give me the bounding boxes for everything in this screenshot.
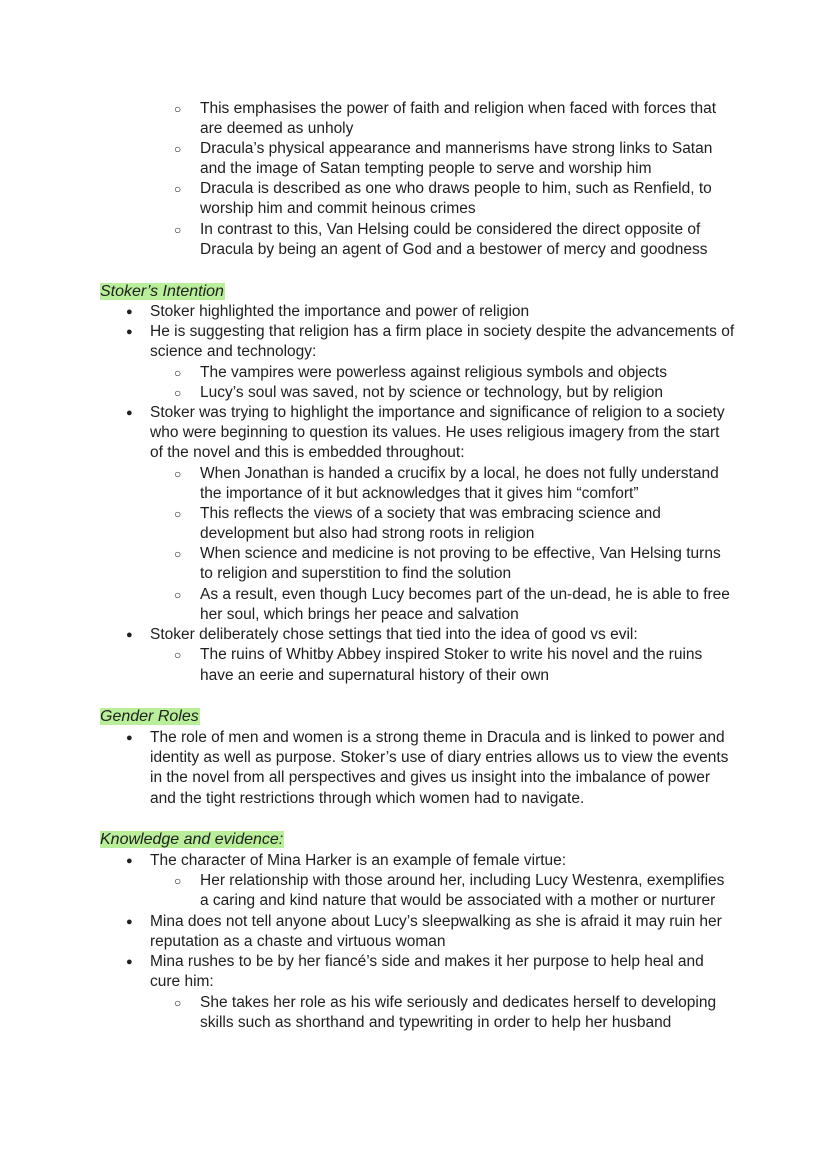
list-item-line: cure him: <box>150 973 214 990</box>
list-item-line: Mina does not tell anyone about Lucy’s sleepwalking as she is afraid it may ruin her <box>150 913 722 930</box>
sub-bullet-marker: ○ <box>174 182 182 196</box>
list-item-line: identity as well as purpose. Stoker’s use of diary entries allows us to view the events <box>150 749 729 766</box>
list-item-line: The ruins of Whitby Abbey inspired Stoker to write his novel and the ruins <box>200 646 703 663</box>
list-item-line: Stoker highlighted the importance and power of religion <box>150 303 530 320</box>
sub-bullet-marker: ○ <box>174 142 182 156</box>
list-item-line: reputation as a chaste and virtuous woman <box>150 933 446 950</box>
list-item-line: her soul, which brings her peace and salvation <box>200 606 519 623</box>
list-item-line: She takes her role as his wife seriously and dedicates herself to developing <box>200 994 717 1011</box>
list-item-line: of the novel and this is embedded throughout: <box>150 444 465 461</box>
sub-bullet-marker: ○ <box>174 874 182 888</box>
list-item-line: a caring and kind nature that would be associated with a mother or nurturer <box>200 892 716 909</box>
list-item-line: Dracula by being an agent of God and a bestower of mercy and goodness <box>200 241 708 258</box>
bullet-marker: ● <box>126 916 133 928</box>
bullet-marker: ● <box>126 956 133 968</box>
list-item-line: Dracula’s physical appearance and mannerisms have strong links to Satan <box>200 140 713 157</box>
list-item-line: As a result, even though Lucy becomes part of the un-dead, he is able to free <box>200 586 730 603</box>
sub-bullet-marker: ○ <box>174 547 182 561</box>
list-item-line: skills such as shorthand and typewriting in order to help her husband <box>200 1014 672 1031</box>
list-item-line: to religion and superstition to find the solution <box>200 565 512 582</box>
section-heading-stokers-intention: Stoker’s Intention <box>100 283 224 300</box>
list-item-line: The character of Mina Harker is an example of female virtue: <box>150 852 567 869</box>
list-item-line: in the novel from all perspectives and gives us insight into the imbalance of power <box>150 769 711 786</box>
list-item-line: When science and medicine is not proving to be effective, Van Helsing turns <box>200 545 721 562</box>
list-item-line: who were beginning to question its values. He uses religious imagery from the start <box>150 424 720 441</box>
sub-bullet-marker: ○ <box>174 648 182 662</box>
bullet-marker: ● <box>126 629 133 641</box>
bullet-marker: ● <box>126 306 133 318</box>
sub-bullet-marker: ○ <box>174 386 182 400</box>
list-item-line: and the tight restrictions through which women had to navigate. <box>150 790 585 807</box>
section-heading-gender-roles: Gender Roles <box>100 708 199 725</box>
bullet-marker: ● <box>126 855 133 867</box>
sub-bullet-marker: ○ <box>174 223 182 237</box>
list-item-line: Stoker deliberately chose settings that tied into the idea of good vs evil: <box>150 626 638 643</box>
sub-bullet-marker: ○ <box>174 467 182 481</box>
list-item-line: Stoker was trying to highlight the importance and significance of religion to a society <box>150 404 725 421</box>
list-item-line: This reflects the views of a society that was embracing science and <box>200 505 661 522</box>
list-item-line: development but also had strong roots in religion <box>200 525 535 542</box>
list-item-line: and the image of Satan tempting people to serve and worship him <box>200 160 652 177</box>
sub-bullet-marker: ○ <box>174 366 182 380</box>
sub-bullet-marker: ○ <box>174 588 182 602</box>
bullet-marker: ● <box>126 407 133 419</box>
list-item-line: Dracula is described as one who draws people to him, such as Renfield, to <box>200 180 712 197</box>
bullet-marker: ● <box>126 326 133 338</box>
list-item-line: Mina rushes to be by her fiancé’s side and makes it her purpose to help heal and <box>150 953 704 970</box>
list-item-line: He is suggesting that religion has a firm place in society despite the advancements of <box>150 323 735 340</box>
sub-bullet-marker: ○ <box>174 507 182 521</box>
list-item-line: Lucy’s soul was saved, not by science or technology, but by religion <box>200 384 663 401</box>
section-heading-knowledge-and-evidence: Knowledge and evidence: <box>100 831 284 848</box>
list-item-line: In contrast to this, Van Helsing could be considered the direct opposite of <box>200 221 701 238</box>
list-item-line: have an eerie and supernatural history of their own <box>200 667 549 684</box>
bullet-marker: ● <box>126 732 133 744</box>
list-item-line: worship him and commit heinous crimes <box>200 200 476 217</box>
list-item-line: science and technology: <box>150 343 317 360</box>
list-item-line: Her relationship with those around her, including Lucy Westenra, exemplifies <box>200 872 725 889</box>
sub-bullet-marker: ○ <box>174 102 182 116</box>
list-item-line: When Jonathan is handed a crucifix by a local, he does not fully understand <box>200 465 719 482</box>
list-item-line: The vampires were powerless against religious symbols and objects <box>200 364 667 381</box>
list-item-line: This emphasises the power of faith and religion when faced with forces that <box>200 100 717 117</box>
list-item-line: are deemed as unholy <box>200 120 354 137</box>
sub-bullet-marker: ○ <box>174 996 182 1010</box>
list-item-line: the importance of it but acknowledges that it gives him “comfort” <box>200 485 639 502</box>
list-item-line: The role of men and women is a strong theme in Dracula and is linked to power and <box>150 729 725 746</box>
